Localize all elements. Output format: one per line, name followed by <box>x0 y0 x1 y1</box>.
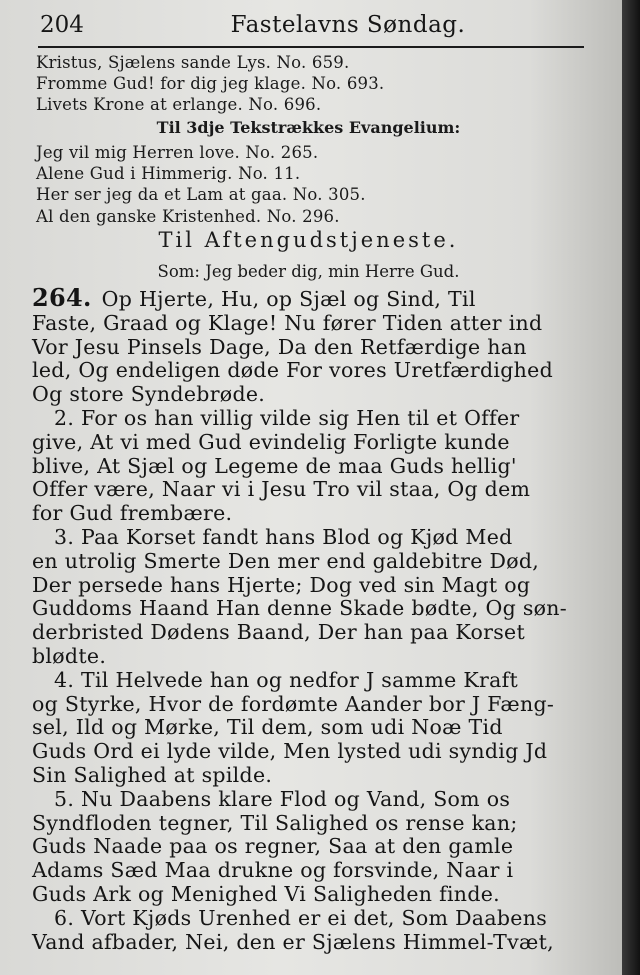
hymn-references-list <box>36 52 581 116</box>
hymn-text <box>32 283 582 954</box>
hymn-line: Guds Ord ei lyde vilde, Men lysted udi syndig Jd <box>32 739 548 764</box>
reference-line: Kristus, Sjælens sande Lys. No. 659. <box>36 53 350 72</box>
book-spine-shadow <box>622 0 640 975</box>
hymn-line: Offer være, Naar vi i Jesu Tro vil staa, Og dem <box>32 477 531 502</box>
reference-line: Al den ganske Kristenhed. No. 296. <box>36 206 340 226</box>
hymn-line: Vand afbader, Nei, den er Sjælens Himmel-Tvæt, <box>32 929 554 954</box>
hymn-line: en utrolig Smerte Den mer end galdebitre Død, <box>32 548 540 573</box>
section-title: Til Aftengudstjeneste. <box>158 228 459 252</box>
hymn-line: Vor Jesu Pinsels Dage, Da den Retfærdige han <box>32 334 527 359</box>
page-number: 204 <box>40 12 84 38</box>
hymn-verse-start: 4. Til Helvede han og nedfor J samme Kraft <box>54 667 519 692</box>
running-title: Fastelavns Søndag. <box>230 12 466 38</box>
hymn-line: Guds Naade paa os regner, Saa at den gamle <box>32 834 514 859</box>
hymn-line: Guds Ark og Menighed Vi Saligheden finde. <box>32 881 500 906</box>
hymn-line: Faste, Graad og Klage! Nu fører Tiden atter ind <box>32 310 543 335</box>
hymn-line: Syndfloden tegner, Til Salighed os rense kan; <box>32 810 518 835</box>
hymn-verse-start: 2. For os han villig vilde sig Hen til et Offer <box>54 405 520 430</box>
hymn-line: Adams Sæd Maa drukne og forsvinde, Naar i <box>32 858 514 883</box>
hymn-line: led, Og endeligen døde For vores Uretfærdighed <box>32 358 554 383</box>
hymn-verse-start: 3. Paa Korset fandt hans Blod og Kjød Med <box>54 524 513 549</box>
gospel-subheading: Til 3dje Tekstrækkes Evangelium: <box>156 118 461 137</box>
hymn-line-text: Op Hjerte, Hu, op Sjæl og Sind, Til <box>101 287 476 311</box>
hymn-line: Sin Salighed at spilde. <box>32 762 273 787</box>
hymn-number: 264. <box>32 283 92 312</box>
reference-line: Her ser jeg da et Lam at gaa. No. 305. <box>36 185 366 205</box>
melody-indication: Som: Jeg beder dig, min Herre Gud. <box>157 262 460 281</box>
hymn-line: give, At vi med Gud evindelig Forligte kunde <box>32 429 510 454</box>
reference-line: Fromme Gud! for dig jeg klage. No. 693. <box>36 74 385 94</box>
reference-line: Alene Gud i Himmerig. No. 11. <box>36 164 301 184</box>
hymn-line: og Styrke, Hvor de fordømte Aander bor J Fæng- <box>32 691 555 716</box>
reference-line: Livets Krone at erlange. No. 696. <box>36 95 322 115</box>
hymn-line: Og store Syndebrøde. <box>32 382 266 407</box>
hymn-verse-start: 5. Nu Daabens klare Flod og Vand, Som os <box>54 786 511 811</box>
hymn-line: blive, At Sjæl og Legeme de maa Guds hellig' <box>32 453 517 478</box>
hymn-line: for Gud frembære. <box>32 501 233 526</box>
reference-line: Jeg vil mig Herren love. No. 265. <box>36 143 319 162</box>
hymn-verse-start: 6. Vort Kjøds Urenhed er ei det, Som Daabens <box>54 905 548 930</box>
gospel-references-list <box>36 142 581 227</box>
hymn-line: blødte. <box>32 643 107 668</box>
hymn-line: Der persede hans Hjerte; Dog ved sin Magt og <box>32 572 531 597</box>
hymn-line: derbristed Dødens Baand, Der han paa Korset <box>32 620 526 645</box>
hymn-line: sel, Ild og Mørke, Til dem, som udi Noæ Tid <box>32 715 503 740</box>
hymn-line <box>32 283 582 312</box>
page-header <box>38 10 584 48</box>
hymn-line: Guddoms Haand Han denne Skade bødte, Og søn- <box>32 596 568 621</box>
